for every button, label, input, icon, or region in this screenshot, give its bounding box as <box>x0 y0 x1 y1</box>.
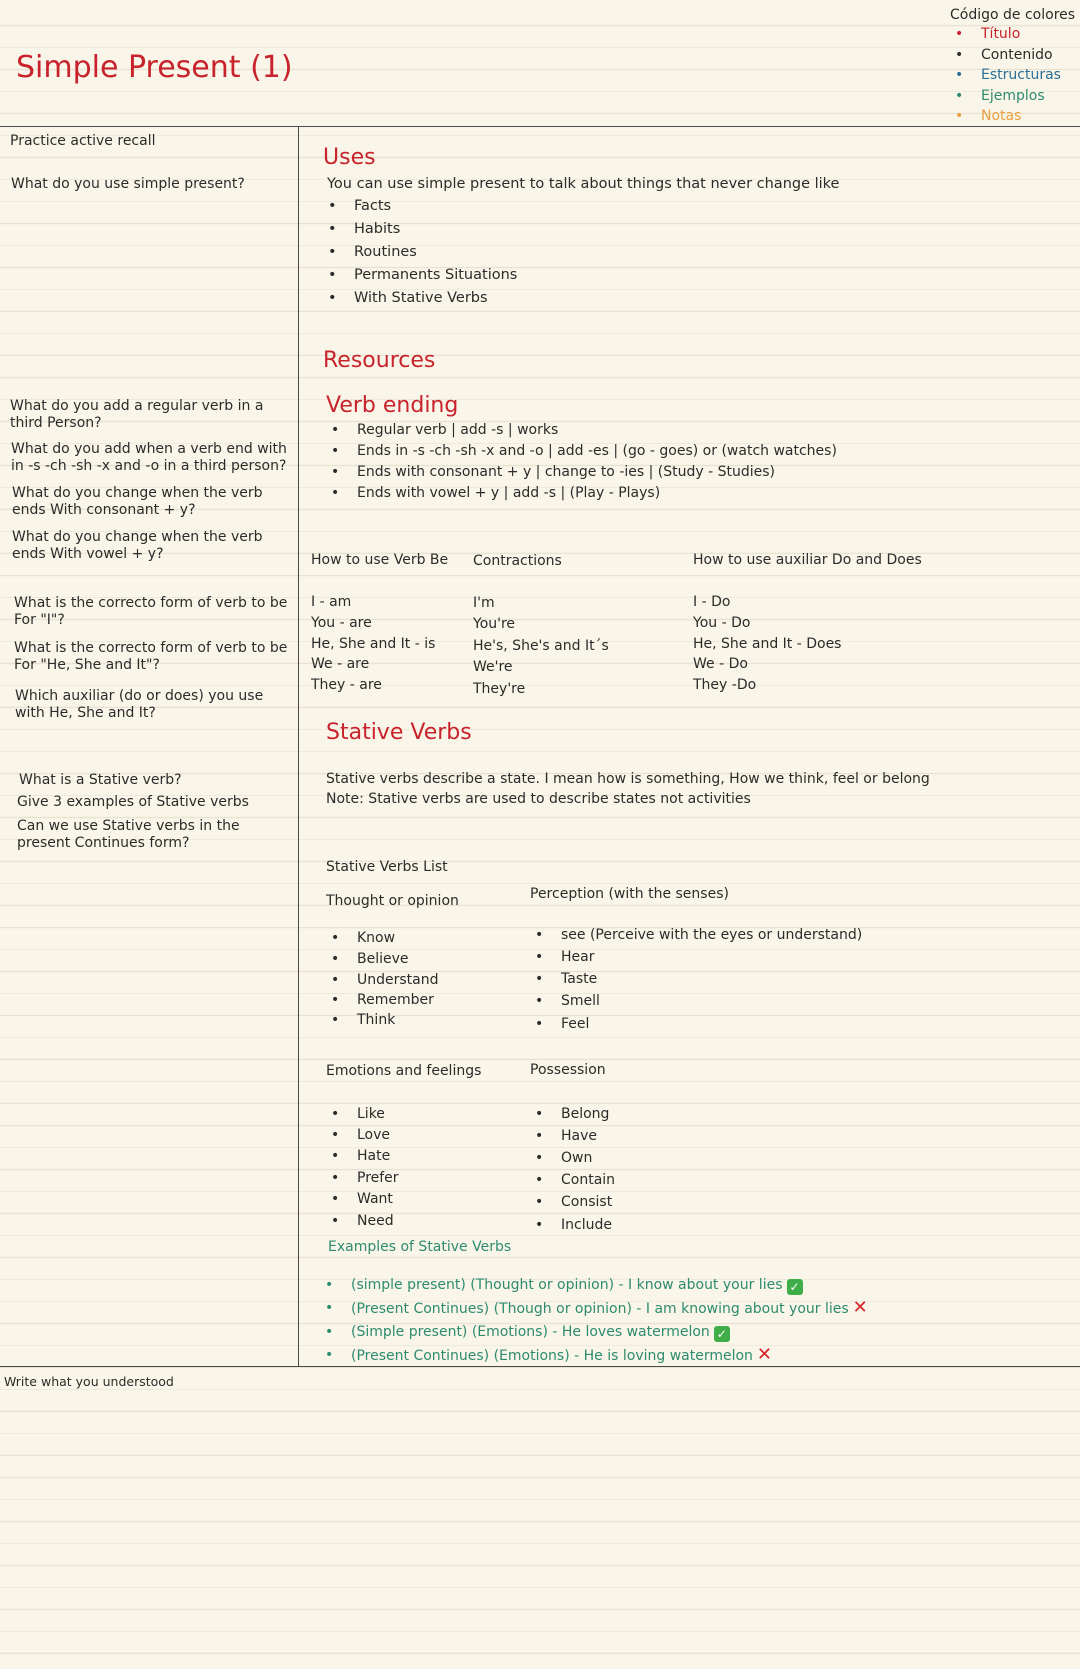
possession-item: Contain <box>561 1172 616 1188</box>
column-divider <box>298 126 299 1366</box>
legend-item: Estructuras <box>981 67 1061 83</box>
question: What do you add when a verb end with in -s -ch -sh -x and -o in a third person? <box>11 441 287 474</box>
example-item: (Present Continues) (Though or opinion) - I am knowing about your lies ✕ <box>351 1297 868 1318</box>
do-does-row: He, She and It - Does <box>693 636 842 652</box>
example-item: (simple present) (Thought or opinion) - I know about your lies ✓ <box>351 1276 803 1295</box>
question: What do you add a regular verb in a third Person? <box>10 398 264 431</box>
question: What do you change when the verb ends With consonant + y? <box>12 485 263 518</box>
thought-item: Remember <box>357 992 434 1008</box>
contraction-row: We're <box>473 659 513 675</box>
question: What do you use simple present? <box>11 176 245 192</box>
stative-note: Note: Stative verbs are used to describe states not activities <box>326 791 751 807</box>
contraction-row: You're <box>473 616 516 632</box>
example-item: (Present Continues) (Emotions) - He is loving watermelon ✕ <box>351 1344 773 1365</box>
possession-item: Have <box>561 1128 598 1144</box>
contractions-heading: Contractions <box>473 553 562 569</box>
legend-item: Notas <box>981 108 1022 124</box>
verb-ending-item: Ends in -s -ch -sh -x and -o | add -es | (go - goes) or (watch watches) <box>357 443 837 459</box>
do-does-row: I - Do <box>693 594 731 610</box>
contraction-row: They're <box>473 681 526 697</box>
emotions-item: Want <box>357 1191 393 1207</box>
perception-item: Taste <box>561 971 598 987</box>
legend-item: Ejemplos <box>981 88 1045 104</box>
possession-heading: Possession <box>530 1062 606 1078</box>
possession-item: Belong <box>561 1106 610 1122</box>
summary-label: Write what you understood <box>4 1374 174 1389</box>
resources-heading: Resources <box>323 348 436 373</box>
verb-be-row: We - are <box>311 656 370 672</box>
legend-item: Contenido <box>981 47 1053 63</box>
page-title: Simple Present (1) <box>16 50 293 85</box>
emotions-heading: Emotions and feelings <box>326 1063 482 1079</box>
examples-heading: Examples of Stative Verbs <box>328 1239 512 1255</box>
uses-item: Facts <box>354 198 392 214</box>
example-item: (Simple present) (Emotions) - He loves watermelon ✓ <box>351 1323 730 1342</box>
perception-heading: Perception (with the senses) <box>530 886 729 902</box>
verb-be-row: They - are <box>311 677 382 693</box>
emotions-item: Need <box>357 1213 394 1229</box>
summary-writing-area[interactable] <box>0 1392 1080 1662</box>
legend-heading: Código de colores <box>950 7 1076 23</box>
thought-item: Think <box>357 1012 396 1028</box>
do-does-row: You - Do <box>693 615 751 631</box>
question: Which auxiliar (do or does) you use with He, She and It? <box>15 688 264 721</box>
uses-item: Routines <box>354 244 417 260</box>
emotions-item: Prefer <box>357 1170 399 1186</box>
stative-heading: Stative Verbs <box>326 720 472 745</box>
check-mark-icon: ✓ <box>787 1279 803 1295</box>
do-does-row: We - Do <box>693 656 748 672</box>
legend-item: Título <box>981 26 1021 42</box>
uses-item: Habits <box>354 221 401 237</box>
uses-heading: Uses <box>323 145 376 170</box>
perception-item: Feel <box>561 1016 590 1032</box>
possession-item: Own <box>561 1150 593 1166</box>
stative-description: Stative verbs describe a state. I mean how is something, How we think, feel or belong <box>326 771 930 787</box>
thought-item: Know <box>357 930 396 946</box>
question: Can we use Stative verbs in the present Continues form? <box>17 818 240 851</box>
check-mark-icon: ✓ <box>714 1326 730 1342</box>
verb-ending-heading: Verb ending <box>326 393 459 418</box>
verb-be-row: You - are <box>311 615 372 631</box>
thought-heading: Thought or opinion <box>326 893 459 909</box>
cross-mark-icon: ✕ <box>756 1344 773 1365</box>
perception-item: Smell <box>561 993 600 1009</box>
question: What is the correcto form of verb to be For "I"? <box>14 595 288 628</box>
thought-item: Understand <box>357 972 439 988</box>
header-divider <box>0 126 1080 127</box>
contraction-row: He's, She's and It´s <box>473 638 609 654</box>
question: What do you change when the verb ends With vowel + y? <box>12 529 263 562</box>
emotions-item: Love <box>357 1127 391 1143</box>
verb-ending-item: Ends with consonant + y | change to -ies | (Study - Studies) <box>357 464 776 480</box>
question: What is a Stative verb? <box>19 772 182 788</box>
cross-mark-icon: ✕ <box>852 1297 868 1318</box>
sidebar-header: Practice active recall <box>10 133 156 149</box>
uses-item: Permanents Situations <box>354 267 518 283</box>
stative-list-title: Stative Verbs List <box>326 859 448 875</box>
possession-item: Consist <box>561 1194 613 1210</box>
summary-divider <box>0 1366 1080 1367</box>
do-does-row: They -Do <box>693 677 757 693</box>
verb-ending-item: Ends with vowel + y | add -s | (Play - Plays) <box>357 485 661 501</box>
thought-item: Believe <box>357 951 409 967</box>
verb-be-heading: How to use Verb Be <box>311 552 449 568</box>
perception-item: Hear <box>561 949 595 965</box>
verb-be-row: I - am <box>311 594 352 610</box>
possession-item: Include <box>561 1217 612 1233</box>
question: Give 3 examples of Stative verbs <box>17 794 249 810</box>
perception-item: see (Perceive with the eyes or understand) <box>561 927 863 943</box>
uses-item: With Stative Verbs <box>354 290 488 306</box>
contraction-row: I'm <box>473 595 495 611</box>
emotions-item: Like <box>357 1106 385 1122</box>
verb-be-row: He, She and It - is <box>311 636 436 652</box>
uses-intro: You can use simple present to talk about things that never change like <box>327 176 840 192</box>
emotions-item: Hate <box>357 1148 391 1164</box>
verb-ending-item: Regular verb | add -s | works <box>357 422 559 438</box>
question: What is the correcto form of verb to be For "He, She and It"? <box>14 640 288 673</box>
do-does-heading: How to use auxiliar Do and Does <box>693 552 922 568</box>
